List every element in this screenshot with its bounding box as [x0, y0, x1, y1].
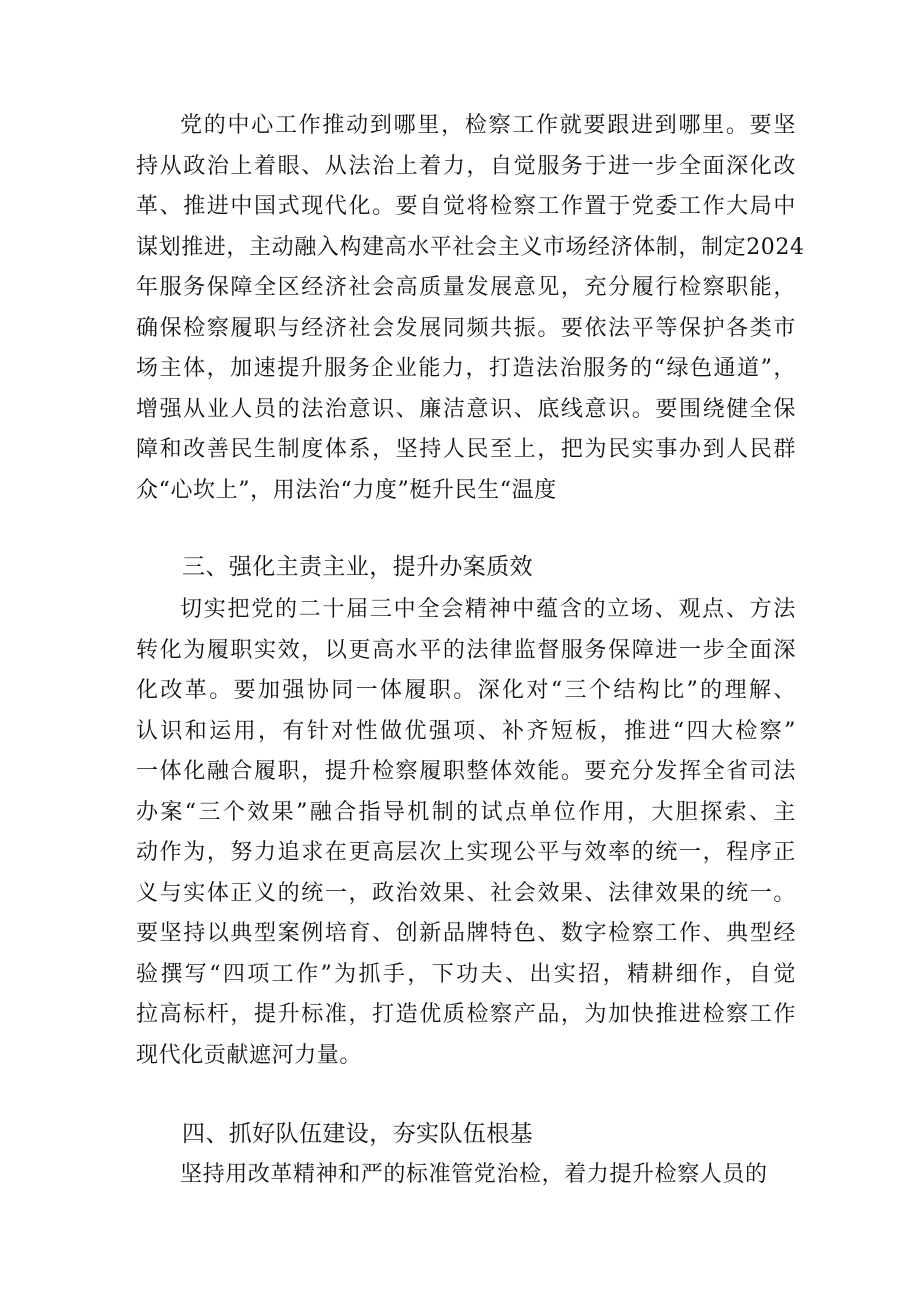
- paragraph-line: 革、推进中国式现代化。要自觉将检察工作置于党委工作大局中: [136, 194, 796, 219]
- paragraph-line: 转化为履职实效，以更高水平的法律监督服务保障进一步全面深: [136, 637, 796, 663]
- paragraph-line: 拉高标杆，提升标准，打造优质检察产品，为加快推进检察工作: [136, 1002, 796, 1027]
- paragraph-line: 一体化融合履职，提升检察履职整体效能。要充分发挥全省司法: [136, 759, 796, 784]
- paragraph-line: 要坚持以典型案例培育、创新品牌特色、数字检察工作、典型经: [136, 921, 796, 946]
- paragraph-line: 确保检察履职与经济社会发展同频共振。要依法平等保护各类市: [136, 315, 796, 341]
- paragraph-line: 年服务保障全区经济社会高质量发展意见，充分履行检察职能，: [136, 275, 796, 300]
- paragraph-2: [136, 590, 796, 1076]
- paragraph-line: 切实把党的二十届三中全会精神中蕴含的立场、观点、方法: [180, 597, 796, 622]
- paragraph-line: 众“心坎上”，用法治“力度”梃升民生“温度: [136, 477, 557, 503]
- paragraph-line: 增强从业人员的法治意识、廉洁意识、底线意识。要围绕健全保: [136, 396, 796, 422]
- paragraph-line: 化改革。要加强协同一体履职。深化对“三个结构比”的理解、: [136, 678, 796, 703]
- paragraph-line: 障和改善民生制度体系，坚持人民至上，把为民实事办到人民群: [136, 437, 796, 462]
- paragraph-line: 谋划推进，主动融入构建高水平社会主义市场经济体制，制定2024: [136, 234, 805, 260]
- paragraph-line: 验撰写“四项工作”为抓手，下功夫、出实招，精耕细作，自觉: [136, 961, 796, 987]
- paragraph-line: 党的中心工作推动到哪里，检察工作就要跟进到哪里。要坚: [180, 113, 796, 138]
- paragraph-line: 场主体，加速提升服务企业能力，打造法治服务的“绿色通道”，: [136, 356, 796, 381]
- paragraph-line: 坚持用改革精神和严的标准管党治检，着力提升检察人员的: [180, 1162, 768, 1187]
- paragraph-3: [136, 1155, 796, 1196]
- section-heading-3: 三、强化主责主业，提升办案质效: [182, 554, 533, 580]
- paragraph-line: 持从政治上着眼、从法治上着力，自觉服务于进一步全面深化改: [136, 153, 796, 179]
- section-heading-4: 四、抓好队伍建设，夯实队伍根基: [182, 1121, 533, 1147]
- paragraph-line: 义与实体正义的统一，政治效果、社会效果、法律效果的统一。: [136, 880, 796, 906]
- paragraph-line: 办案“三个效果”融合指导机制的试点单位作用，大胆探索、主: [136, 799, 796, 825]
- paragraph-line: 认识和运用，有针对性做优强项、补齐短板，推进“四大检察”: [136, 718, 796, 744]
- paragraph-line: 动作为，努力追求在更高层次上实现公平与效率的统一，程序正: [136, 840, 796, 865]
- paragraph-line: 现代化贡献遮河力量。: [136, 1042, 363, 1068]
- paragraph-1: [136, 106, 805, 511]
